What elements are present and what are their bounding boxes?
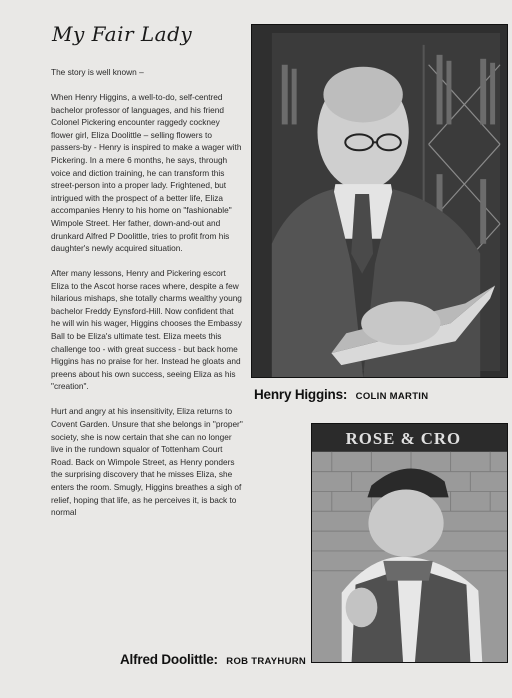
pub-sign-text: ROSE & CRO (345, 428, 462, 448)
story-paragraph: The story is well known – (51, 67, 144, 77)
page-title: My Fair Lady (52, 22, 193, 46)
story-paragraph: After many lessons, Henry and Pickering escort Eliza to the Ascot horse races where, despite a few hilarious mishaps, she totally charms wealthy young bachelor Freddy Eynsford-Hill. Now confident that he will win his wager, Higgins chooses the Embassy Ball to be Eliza's ultimate test. Eliza meets this challenge too - with great success - but back home Higgins has no praise for her. Instead he gloats and preens about his own success, seeing Eliza as his "creation". (51, 268, 242, 392)
role-name: Alfred Doolittle: (120, 652, 218, 667)
actor-name: COLIN MARTIN (355, 391, 429, 402)
story-paragraph: When Henry Higgins, a well-to-do, self-centred bachelor professor of languages, and his friend Colonel Pickering encounter raggedy cockney flower girl, Eliza Doolittle – selling flowers to passers-by - Henry is inspired to make a wager with Pickering. In a mere 6 months, he says, through voice and diction training, he can transform this street-person into a proper lady. Frightened, but intrigued with the prospect of a better life, Eliza accompanies Henry to his home on "fashionable" Wimpole Street. Her father, down-and-out and drunkard Alfred P Doolittle, tries to profit from his daughter's newly acquired situation. (51, 91, 242, 254)
story-text (51, 66, 243, 531)
actor-name: ROB TRAYHURN (226, 656, 307, 667)
alfred-doolittle-caption (120, 651, 306, 669)
alfred-doolittle-photo (311, 423, 508, 663)
henry-higgins-caption (254, 386, 428, 404)
story-paragraph: Hurt and angry at his insensitivity, Eliza returns to Covent Garden. Unsure that she belongs in "proper" society, she is now certain that she can no longer live in the rundown squalor of Tottenham Court Road. Back on Wimpole Street, as Henry ponders the surprising discovery that he misses Eliza, she enters the room. Smugly, Higgins breathes a sigh of relief, hoping that life, as he perceives it, is back to normal (51, 406, 243, 518)
henry-higgins-photo (251, 24, 508, 378)
role-name: Henry Higgins: (254, 387, 348, 402)
